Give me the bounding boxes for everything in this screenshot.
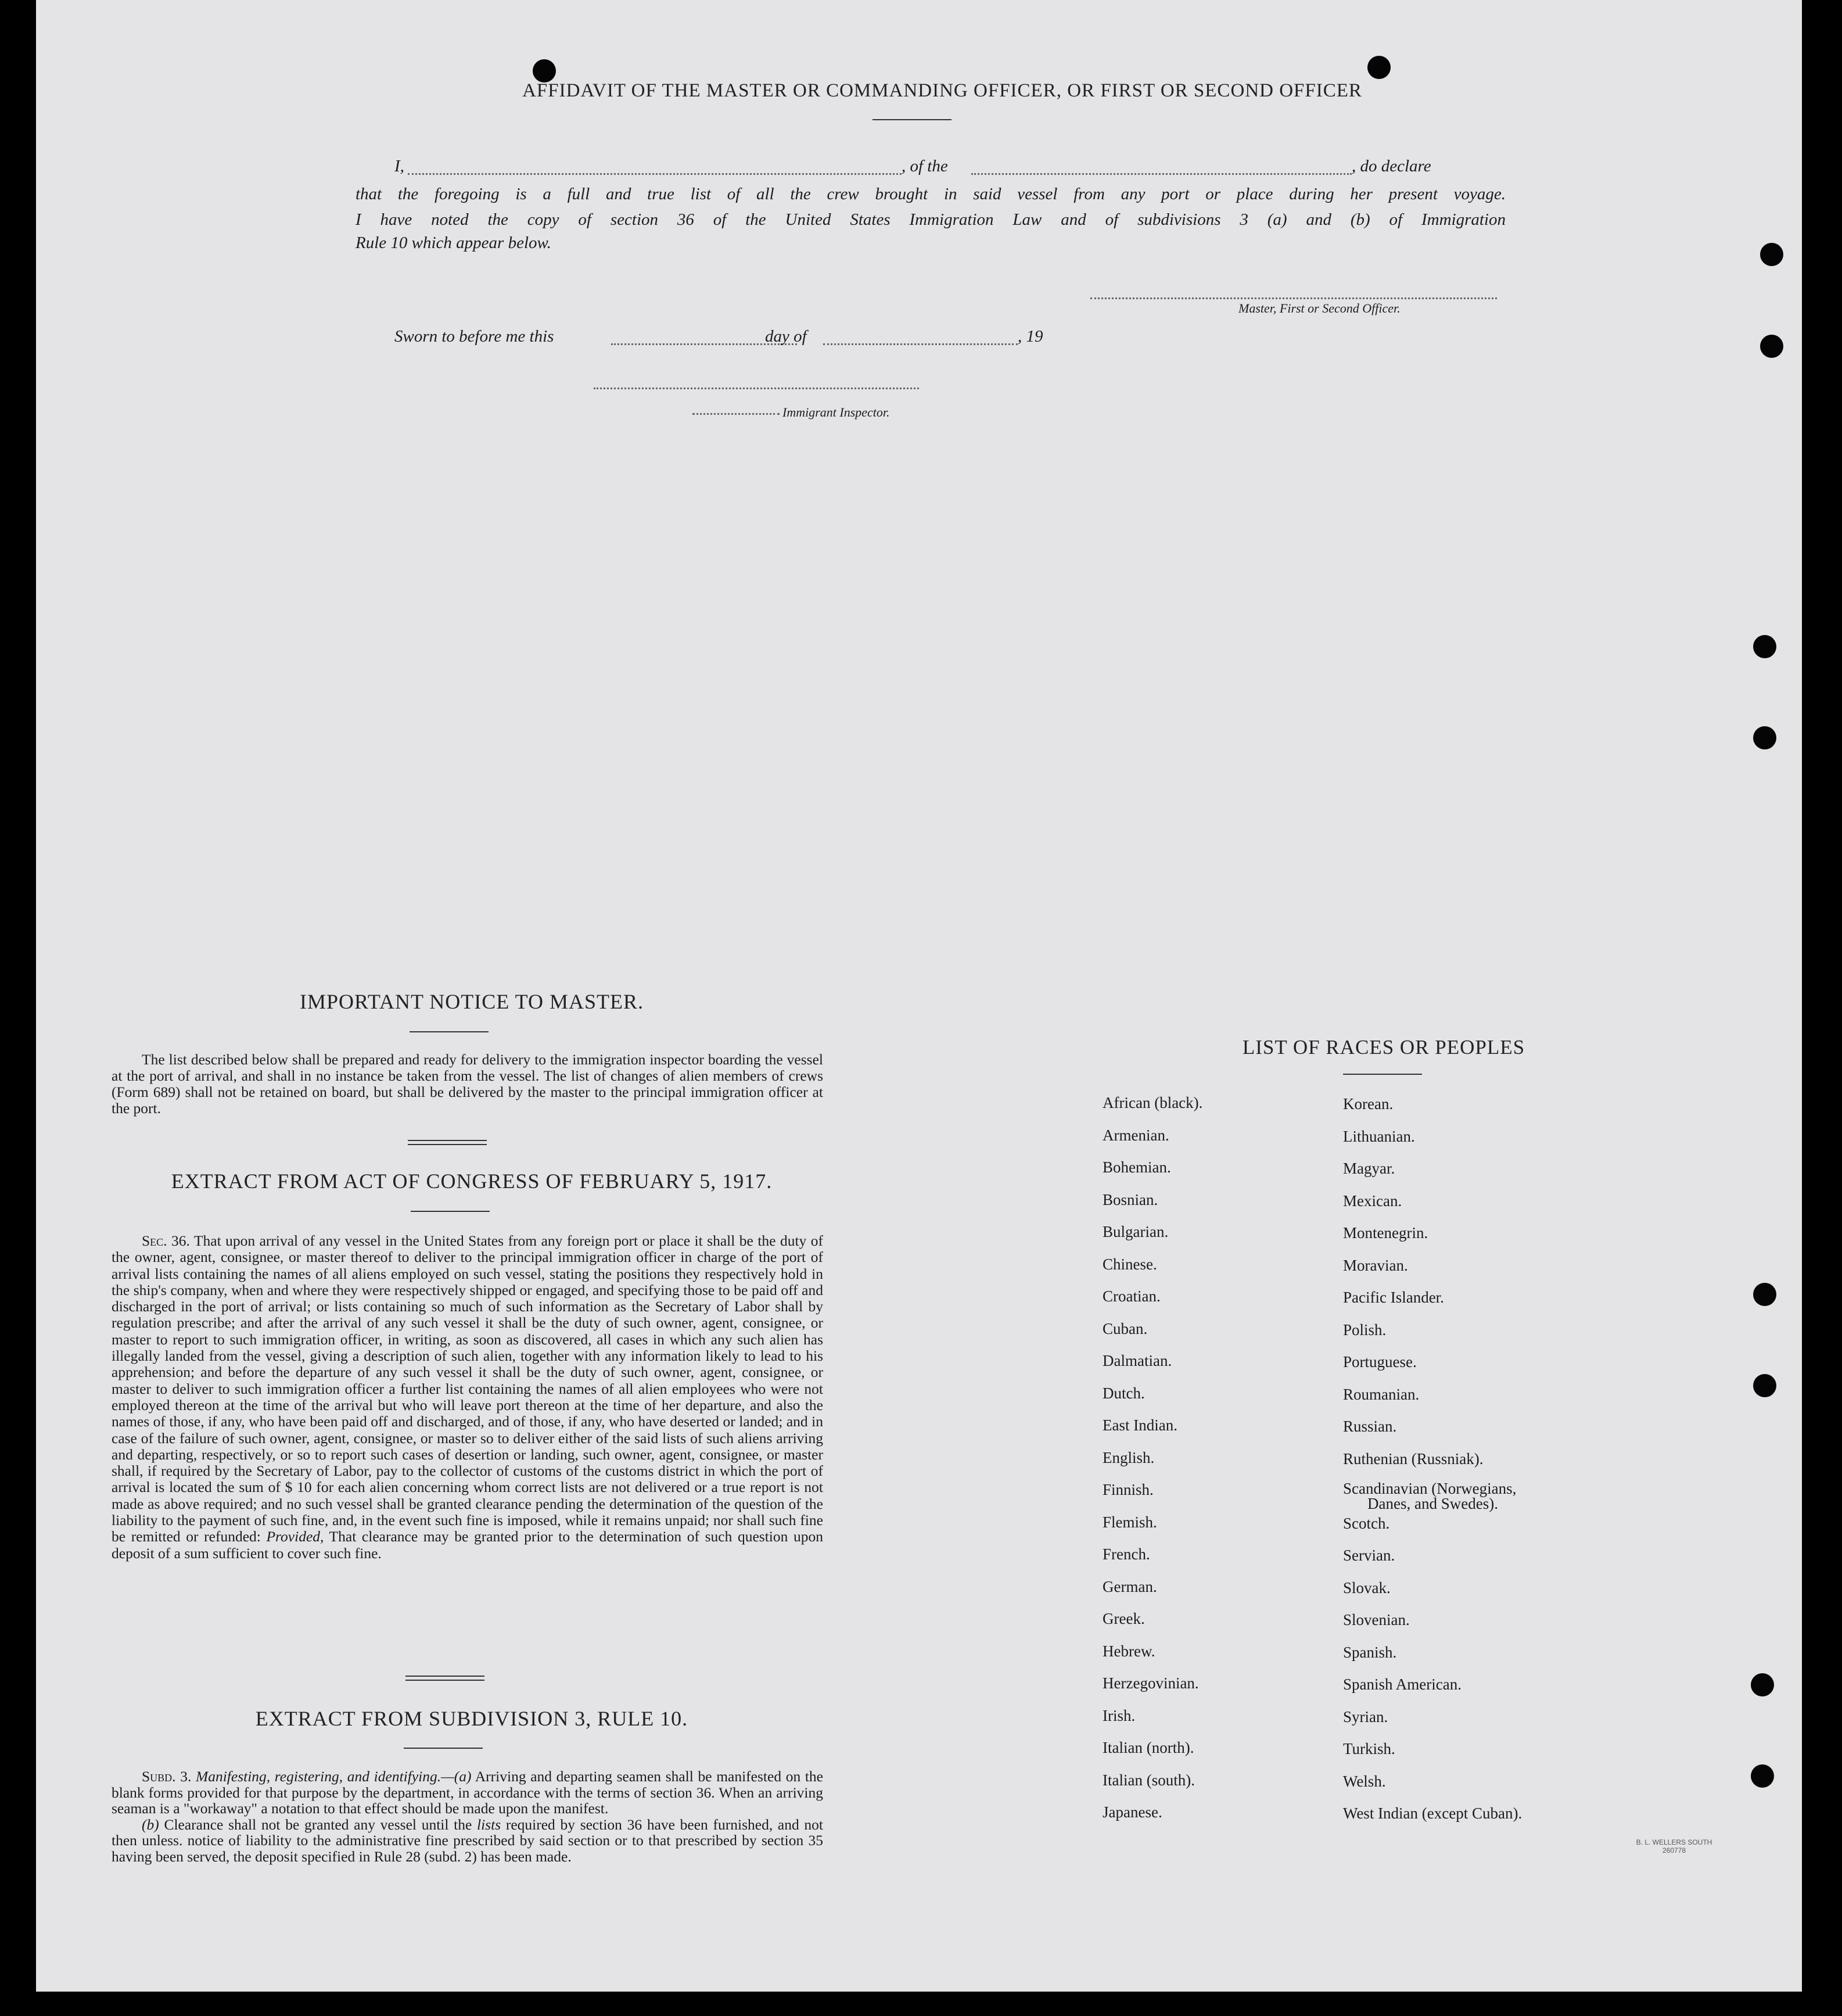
act-text bbox=[112, 1233, 823, 1562]
punch-hole bbox=[1367, 56, 1391, 79]
race-item: Dutch. bbox=[1103, 1384, 1145, 1402]
punch-hole bbox=[1760, 243, 1783, 266]
races-left-column bbox=[1103, 1094, 1323, 1820]
race-item: Korean. bbox=[1343, 1095, 1394, 1113]
year-label: , 19 bbox=[1018, 327, 1043, 346]
name-blank-line bbox=[408, 173, 902, 175]
race-item: Bulgarian. bbox=[1103, 1223, 1169, 1240]
races-title: LIST OF RACES OR PEOPLES bbox=[1242, 1036, 1525, 1059]
rule-b-text-1: Clearance shall not be granted any vessel until the bbox=[164, 1816, 472, 1833]
punch-hole bbox=[533, 59, 556, 82]
printer-mark-line: B. L. WELLERS SOUTH bbox=[1636, 1838, 1712, 1846]
rule-b-text-2: required by section 36 have been furnished, and not then unless. notice of liability to the administrative fine prescribed by said section or to that prescribed by section 35 having been served, the deposit specified in Rule 28 (subd. 2) has been made. bbox=[112, 1816, 823, 1865]
race-item: Bohemian. bbox=[1103, 1158, 1171, 1176]
affidavit-title: AFFIDAVIT OF THE MASTER OR COMMANDING OFFICER, OR FIRST OR SECOND OFFICER bbox=[522, 80, 1362, 101]
race-item: Servian. bbox=[1343, 1547, 1395, 1564]
race-item: German. bbox=[1103, 1578, 1157, 1595]
act-title: EXTRACT FROM ACT OF CONGRESS OF FEBRUARY 5, 1917. bbox=[171, 1170, 773, 1193]
race-item: Danes, and Swedes). bbox=[1367, 1495, 1498, 1512]
punch-hole bbox=[1753, 1283, 1776, 1306]
affidavit-text-line: that the foregoing is a full and true list of all the crew brought in said vessel from any port or place during her present voyage. bbox=[356, 185, 1506, 203]
race-item: Ruthenian (Russniak). bbox=[1343, 1450, 1484, 1468]
sworn-month-blank-line bbox=[823, 343, 1018, 345]
race-item: Finnish. bbox=[1103, 1481, 1154, 1498]
rule-paragraph-b bbox=[112, 1817, 823, 1865]
affidavit-text bbox=[356, 181, 1506, 253]
race-item: Turkish. bbox=[1343, 1740, 1395, 1757]
race-item: Mexican. bbox=[1343, 1192, 1402, 1210]
race-item: Croatian. bbox=[1103, 1287, 1161, 1305]
punch-hole bbox=[1751, 1764, 1774, 1788]
punch-hole bbox=[1760, 335, 1783, 358]
race-item: Moravian. bbox=[1343, 1257, 1408, 1274]
race-item: Cuban. bbox=[1103, 1320, 1148, 1337]
race-item: Spanish American. bbox=[1343, 1676, 1462, 1693]
rule-b-lists: lists bbox=[477, 1816, 501, 1833]
vessel-blank-line bbox=[971, 173, 1352, 175]
inspector-label: Immigrant Inspector. bbox=[782, 405, 890, 419]
act-double-rule bbox=[405, 1676, 484, 1681]
race-item: Welsh. bbox=[1343, 1773, 1386, 1790]
race-item: Russian. bbox=[1343, 1418, 1397, 1435]
races-right-column bbox=[1343, 1095, 1645, 1821]
race-item: Spanish. bbox=[1343, 1644, 1397, 1661]
affidavit-of-the-label: , of the bbox=[902, 157, 948, 175]
race-item: Hebrew. bbox=[1103, 1642, 1155, 1660]
rule-subd-title: Manifesting, registering, and identifying.—(a) bbox=[195, 1768, 472, 1785]
race-item: Irish. bbox=[1103, 1707, 1136, 1724]
notice-text: The list described below shall be prepared and ready for delivery to the immigration inspector boarding the vessel at the port of arrival, and shall in no instance be taken from the vessel. The list of changes of alien members of crews (Form 689) shall not be retained on board, but shall be delivered by the master to the principal immigration officer at the port. bbox=[112, 1051, 823, 1117]
race-item: Syrian. bbox=[1343, 1708, 1388, 1726]
race-item: Dalmatian. bbox=[1103, 1352, 1172, 1369]
punch-hole bbox=[1751, 1673, 1774, 1696]
act-body: That upon arrival of any vessel in the United States from any foreign port or place it shall be the duty of the owner, agent, consignee, or master thereof to deliver to the principal immigration officer in charge of the port of arrival lists containing the names of all aliens employed on such vessel, stating the positions they respectively hold in the ship's company, when and where they were respectively shipped or engaged, and specifying those to be paid off and discharged in the port of arrival; or lists containing so much of such information as the Secretary of Labor shall by regulation prescribe; and after the arrival of any such vessel it shall be the duty of such owner, agent, consignee, or master to report to such immigration officer, in writing, as soon as discovered, all cases in which any such alien has illegally landed from the vessel, giving a description of such alien, together with any information likely to lead to his apprehension; and before the departure of any such vessel it shall be the duty of such owner, agent, consignee, or master to deliver to such immigration officer a further list containing the names of all alien employees who were not employed thereon at the time of the arrival but who will leave port thereon at the time of her departure, and also the names of those, if any, who have been paid off and discharged, and of those, if any, who have deserted or landed; and in case of the failure of such owner, agent, consignee, or master so to deliver either of the said lists of such aliens arriving and departing, respectively, or so to report such cases of desertion or landing, such owner, agent, consignee, or master shall, if required by the Secretary of Labor, pay to the collector of customs of the customs district in which the port of arrival is located the sum of $ 10 for each alien concerning whom correct lists are not delivered or a true report is not made as above required; and no such vessel shall be granted clearance pending the determination of the question of the liability to the payment of such fine, and, in the event such fine is imposed, while it remains unpaid; nor shall such fine be remitted or refunded: bbox=[112, 1232, 823, 1545]
race-item: African (black). bbox=[1103, 1094, 1203, 1111]
rule-title: EXTRACT FROM SUBDIVISION 3, RULE 10. bbox=[255, 1707, 688, 1730]
race-item: Magyar. bbox=[1343, 1160, 1395, 1177]
race-item: Polish. bbox=[1343, 1321, 1387, 1339]
punch-hole bbox=[1753, 726, 1776, 749]
act-rule bbox=[411, 1211, 490, 1212]
rule-b-label: (b) bbox=[142, 1816, 159, 1833]
race-item: Scandinavian (Norwegians, bbox=[1343, 1480, 1517, 1497]
race-item: Slovak. bbox=[1343, 1579, 1391, 1597]
punch-hole bbox=[1753, 635, 1776, 658]
race-item: Chinese. bbox=[1103, 1255, 1157, 1273]
rule-subd-label: Subd. 3. bbox=[142, 1768, 192, 1785]
affidavit-text-line: Rule 10 which appear below. bbox=[356, 234, 551, 252]
race-item: Italian (north). bbox=[1103, 1739, 1194, 1756]
inspector-prefix-line bbox=[692, 413, 780, 415]
race-item: West Indian (except Cuban). bbox=[1343, 1805, 1523, 1822]
master-signature-label: Master, First or Second Officer. bbox=[1238, 301, 1401, 315]
affidavit-text-line: I have noted the copy of section 36 of the United States Immigration Law and of subdivisions 3 (a) and (b) of Immigration bbox=[356, 210, 1506, 229]
printer-mark-line: 260778 bbox=[1662, 1846, 1686, 1854]
rule-a-text: Arriving and departing seamen shall be manifested on the blank forms provided for that purpose by the department, in accordance with the terms of section 36. When an arriving seaman is a "workaway" a notation to that effect should be made upon the manifest. bbox=[112, 1768, 824, 1817]
affidavit-i-label: I, bbox=[394, 157, 404, 175]
punch-hole bbox=[1753, 1374, 1776, 1397]
race-item: Pacific Islander. bbox=[1343, 1289, 1444, 1306]
inspector-signature-line bbox=[594, 388, 919, 389]
act-body-end: That clearance may be granted prior to the determination of such question upon deposit of a sum sufficient to cover such fine. bbox=[112, 1528, 824, 1562]
notice-rule bbox=[410, 1031, 489, 1032]
rule-title-rule bbox=[404, 1748, 483, 1749]
race-item: Japanese. bbox=[1103, 1803, 1162, 1821]
race-item: Slovenian. bbox=[1343, 1611, 1410, 1628]
race-item: Herzegovinian. bbox=[1103, 1674, 1199, 1692]
race-item: Greek. bbox=[1103, 1610, 1145, 1627]
race-item: Italian (south). bbox=[1103, 1771, 1195, 1789]
notice-double-rule bbox=[408, 1140, 487, 1145]
affidavit-declare-label: , do declare bbox=[1352, 157, 1431, 175]
race-item: Bosnian. bbox=[1103, 1191, 1158, 1208]
act-section-label: Sec. 36. bbox=[142, 1232, 190, 1249]
races-rule bbox=[1343, 1074, 1422, 1075]
rule-text bbox=[112, 1769, 823, 1864]
notice-title: IMPORTANT NOTICE TO MASTER. bbox=[300, 990, 644, 1013]
race-item: Lithuanian. bbox=[1343, 1128, 1415, 1145]
race-item: Scotch. bbox=[1343, 1515, 1390, 1532]
printer-mark bbox=[1628, 1838, 1721, 1854]
day-of-label: day of bbox=[765, 327, 807, 346]
race-item: Montenegrin. bbox=[1343, 1224, 1428, 1242]
race-item: French. bbox=[1103, 1545, 1150, 1563]
race-item: English. bbox=[1103, 1449, 1155, 1466]
act-provided-label: Provided, bbox=[266, 1528, 324, 1545]
document-page bbox=[36, 0, 1802, 1992]
race-item: Flemish. bbox=[1103, 1513, 1157, 1531]
master-signature-line bbox=[1090, 297, 1497, 299]
race-item: East Indian. bbox=[1103, 1416, 1177, 1434]
race-item: Armenian. bbox=[1103, 1127, 1169, 1144]
race-item: Roumanian. bbox=[1343, 1386, 1420, 1403]
title-rule bbox=[872, 119, 951, 120]
sworn-label: Sworn to before me this bbox=[394, 327, 554, 346]
rule-paragraph-a bbox=[112, 1769, 823, 1817]
race-item: Portuguese. bbox=[1343, 1353, 1417, 1371]
